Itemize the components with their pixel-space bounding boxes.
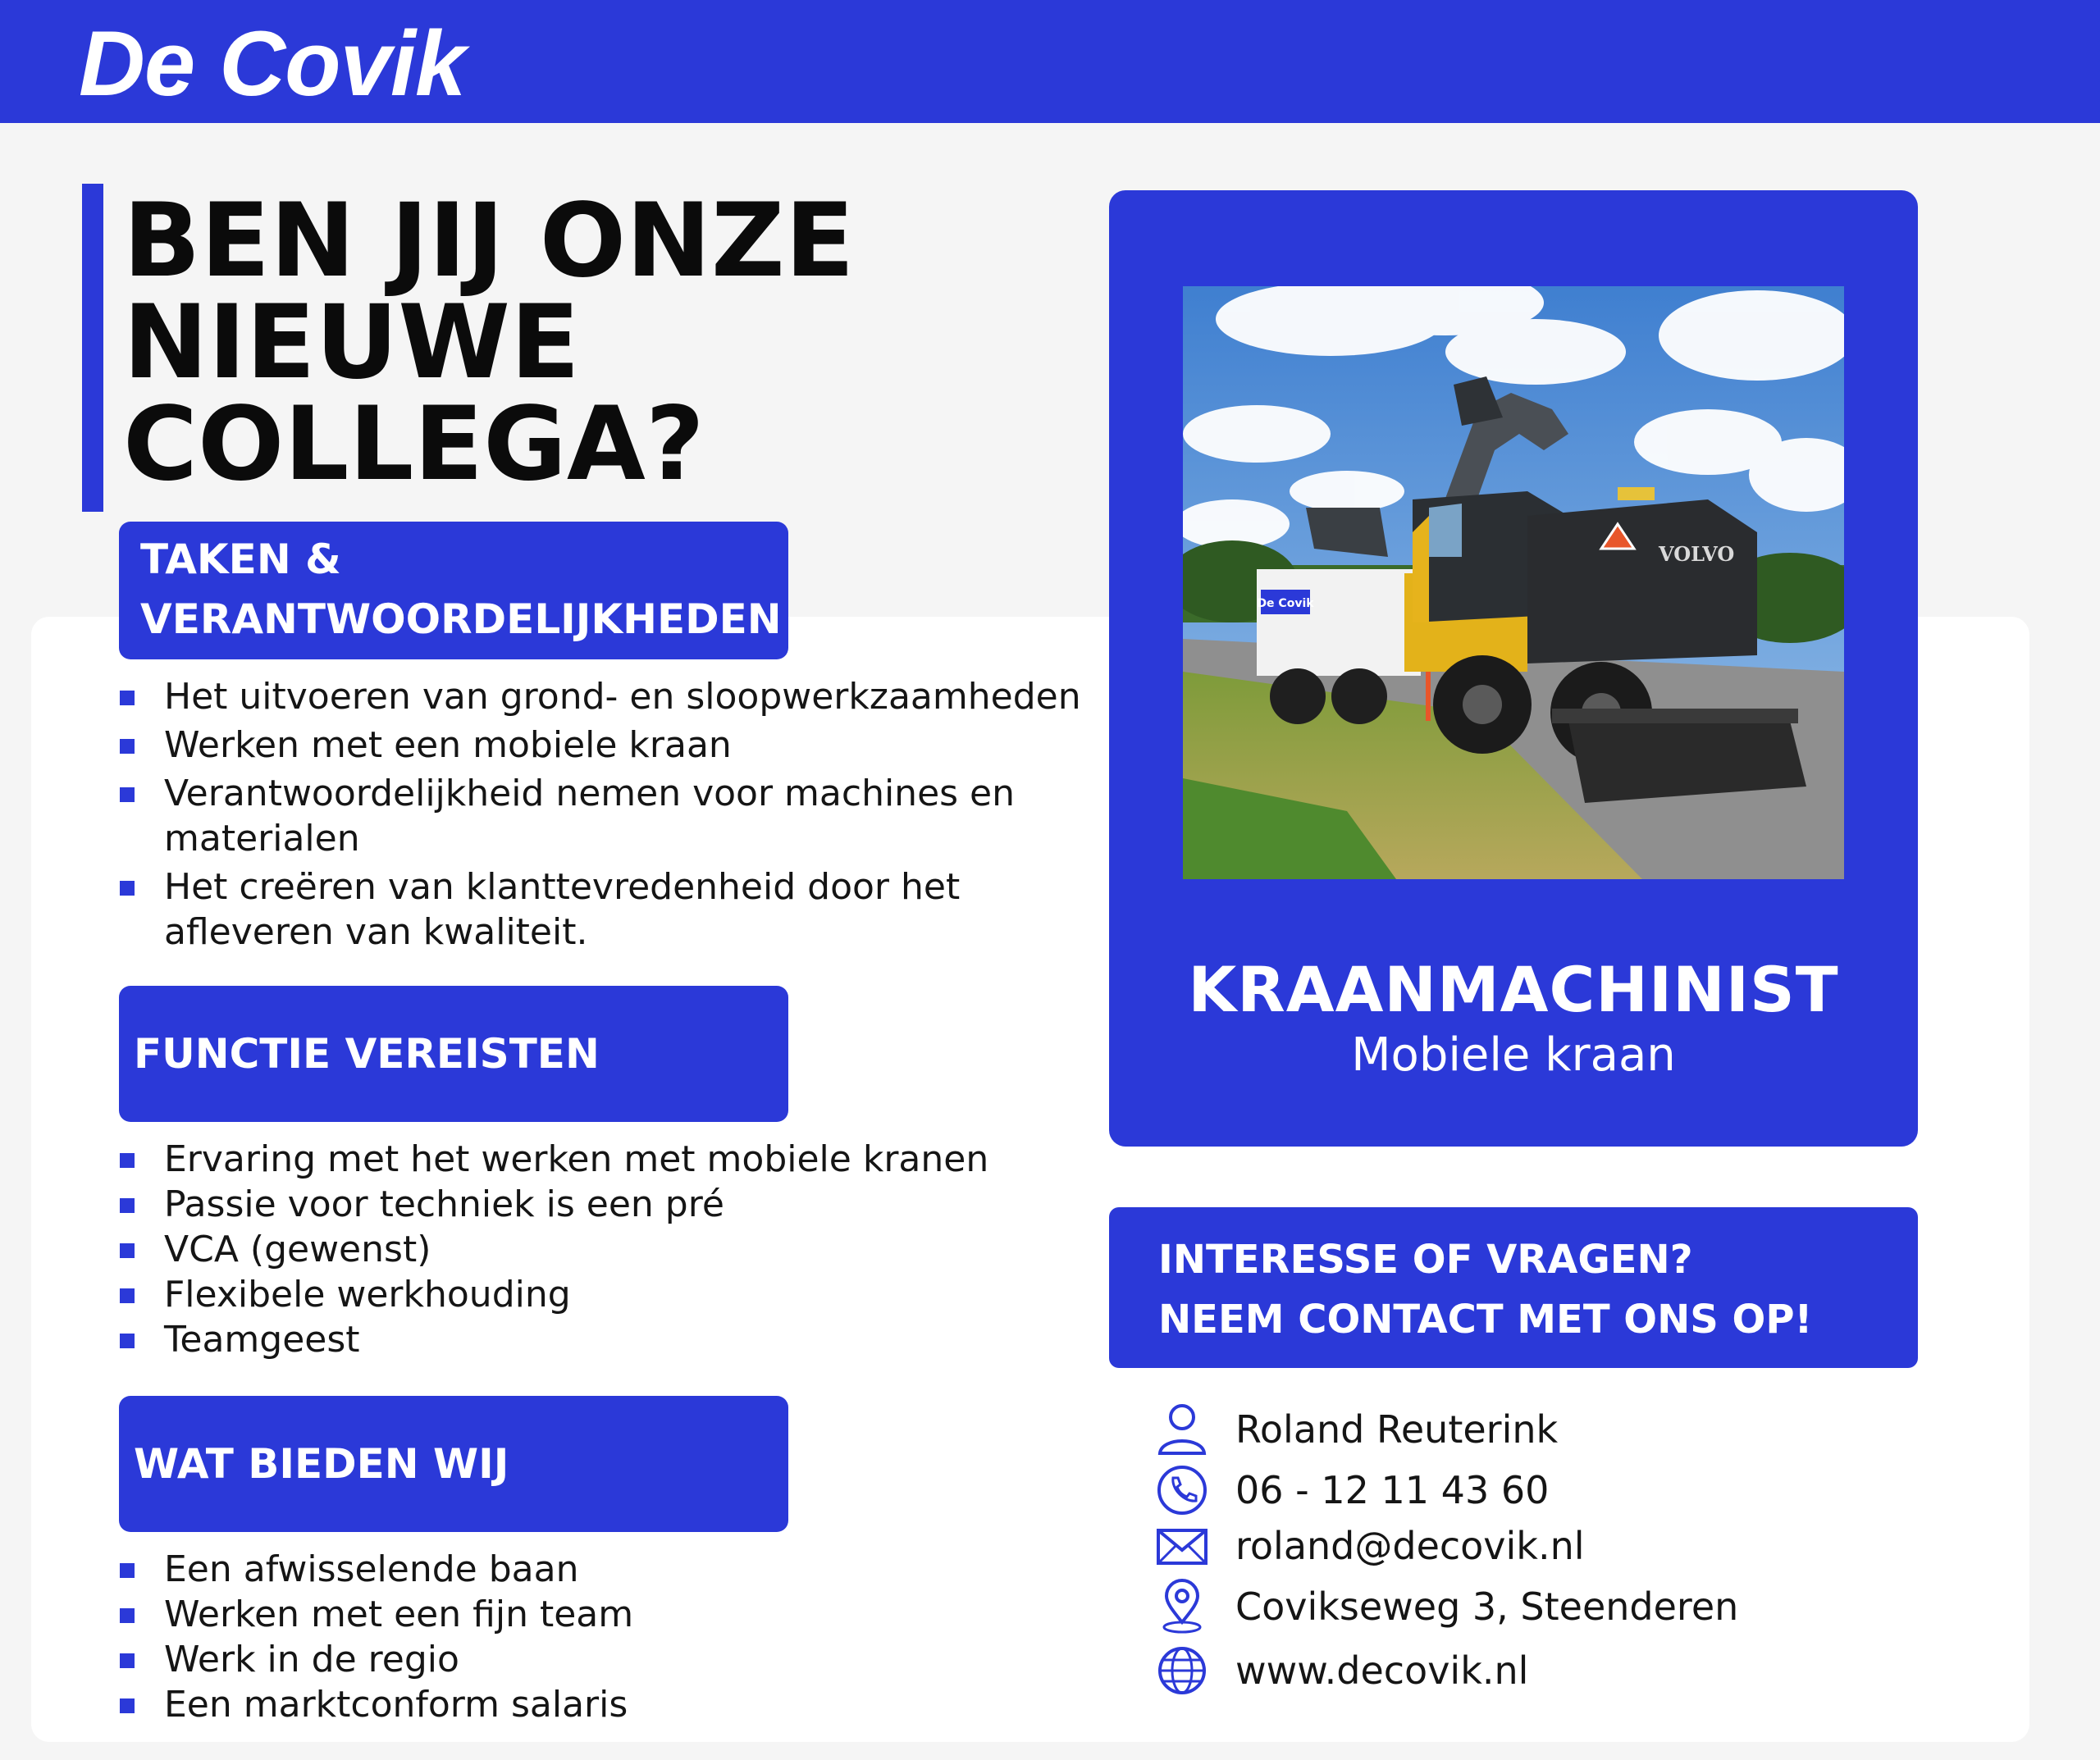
contact-row-address <box>1155 1578 1893 1635</box>
list-item: Flexibele werkhouding <box>120 1272 1104 1317</box>
section-heading-functie-label: FUNCTIE VEREISTEN <box>134 1030 600 1078</box>
list-item: Een afwisselende baan <box>120 1547 1104 1592</box>
contact-email[interactable]: roland@decovik.nl <box>1235 1524 1585 1568</box>
list-item: Verantwoordelijkheid nemen voor machines en materialen <box>120 771 1104 861</box>
contact-row-name <box>1155 1401 1893 1458</box>
section-heading-taken <box>119 522 788 659</box>
list-item: Een marktconform salaris <box>120 1682 1104 1727</box>
headline-accent-bar <box>82 184 103 512</box>
contact-address: Covikseweg 3, Steenderen <box>1235 1584 1739 1629</box>
contact-phone[interactable]: 06 - 12 11 43 60 <box>1235 1468 1550 1512</box>
headline-line-1: BEN JIJ ONZE <box>123 182 855 300</box>
functie-list <box>120 1137 1104 1362</box>
list-item: VCA (gewenst) <box>120 1227 1104 1272</box>
globe-icon <box>1155 1642 1209 1699</box>
excavator-illustration <box>1183 286 1844 879</box>
list-item: Teamgeest <box>120 1317 1104 1362</box>
list-item: Het creëren van klanttevredenheid door het afleveren van kwaliteit. <box>120 864 1104 955</box>
headline-line-2: NIEUWE <box>123 284 580 402</box>
list-item: Werken met een fijn team <box>120 1592 1104 1637</box>
section-heading-functie <box>119 986 788 1122</box>
section-heading-bieden <box>119 1396 788 1532</box>
excavator-photo <box>1183 286 1844 879</box>
section-heading-bieden-label: WAT BIEDEN WIJ <box>134 1440 509 1488</box>
contact-heading-line-1: INTERESSE OF VRAGEN? <box>1158 1237 1693 1283</box>
machine-brand: VOLVO <box>1659 542 1735 566</box>
brand-logo[interactable]: De Covik <box>79 12 466 115</box>
contact-name: Roland Reuterink <box>1235 1407 1559 1452</box>
list-item: Het uitvoeren van grond- en sloopwerkzaamheden <box>120 674 1104 719</box>
bieden-list <box>120 1547 1104 1727</box>
contact-row-email[interactable] <box>1155 1517 1893 1575</box>
page-headline <box>123 182 855 504</box>
person-icon <box>1155 1401 1209 1458</box>
contact-heading-box <box>1109 1207 1918 1368</box>
section-heading-taken-line-2: VERANTWOORDELIJKHEDEN <box>140 595 782 643</box>
contact-row-phone[interactable] <box>1155 1461 1893 1519</box>
taken-list <box>120 674 1104 958</box>
trailer-logo: De Covik <box>1257 597 1314 610</box>
top-banner <box>0 0 2100 123</box>
phone-icon <box>1155 1461 1209 1519</box>
section-heading-taken-line-1: TAKEN & <box>140 536 341 583</box>
list-item: Passie voor techniek is een pré <box>120 1182 1104 1227</box>
list-item: Werken met een mobiele kraan <box>120 723 1104 768</box>
contact-heading-line-2: NEEM CONTACT MET ONS OP! <box>1158 1297 1813 1343</box>
contact-row-website[interactable] <box>1155 1642 1893 1699</box>
job-title: KRAANMACHINIST <box>1188 953 1839 1026</box>
job-card <box>1109 190 1918 1147</box>
mail-icon <box>1155 1517 1209 1575</box>
contact-website[interactable]: www.decovik.nl <box>1235 1648 1529 1693</box>
list-item: Ervaring met het werken met mobiele kranen <box>120 1137 1104 1182</box>
job-subtitle: Mobiele kraan <box>1351 1028 1676 1082</box>
list-item: Werk in de regio <box>120 1637 1104 1682</box>
location-pin-icon <box>1155 1578 1209 1635</box>
headline-line-3: COLLEGA? <box>123 385 705 504</box>
